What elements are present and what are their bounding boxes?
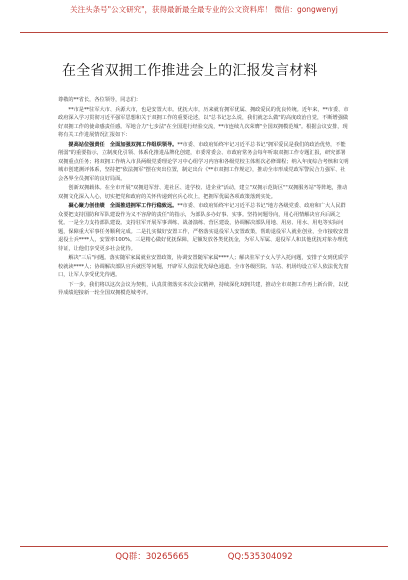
paragraph-lead: 提高站位强责任 全面加强双拥工作组织领导。 bbox=[68, 141, 178, 148]
paragraph bbox=[58, 202, 350, 253]
paragraph-text: 创新双拥载体。在全市开展"双拥进军营、进社区、进学校、进企业"活动，建立"双拥示范街区""双拥服务站"等阵地，推动双拥文化深入人心，切实把党和政府的关怀传递到官兵心坎上，把拥军优属各项政策落到实处。 bbox=[58, 185, 348, 200]
paragraph-text: **市是**驻军大市、兵源大市，也是安置大市。优抚大市，历来就有拥军优属、拥政爱民的优良传统。近年来，**市委、市政府深入学习贯彻习近平强军思想和关于双拥工作的重要论述，以"总书记怎么说，我们就怎么做"的高度政治自觉，不断增强做好双拥工作的使命感责任感。军地合力"七步法"在全国进行经验交流，**市连续九次荣膺"全国双拥模范城"。根据会议安排，现将有关工作进展情况汇报如下： bbox=[58, 106, 349, 138]
paragraph bbox=[58, 184, 350, 201]
salutation: 尊敬的**省长，各位领导，同志们： bbox=[58, 97, 142, 103]
paragraph bbox=[58, 106, 350, 140]
paragraph-text: **市委、市政府始终牢记习近平总书记"地方各级党委、政府和广大人民群众要把支持国防和军队建设作为义不容辞的责任"的指示，为部队多办好事、实事。坚持问题导向，用心用情解决官兵后顾之忧。一是全力支持部队建设。支持驻军开展军事训练、战备演练、营区建设，协调解决部队用地、用房、用水、用电等实际问题，保障重大军事任务顺利完成。二是扎实做好安置工作，严格落实退役军人安置政策，帮助退役军人就业创业，全市接收安置退役士兵****人，安置率100%。三是精心做好优抚保障，足额发放各类优抚金，为军人军属、退役军人和其他优抚对象办理优待证，让他们享受更多社会优待。 bbox=[58, 203, 349, 252]
paragraph bbox=[58, 254, 350, 280]
footer-contact bbox=[0, 550, 408, 562]
bottom-divider bbox=[20, 546, 388, 547]
paragraph-text: 解决"三后"问题。落实随军家属就业安置政策，协调安置随军家属****人；解决驻军子女入学入托问题，安排子女到优质学校就读****人；协调解决部队官兵就医等问题，开辟军人依法优先绿色通道。全市各级医院、车站、机场均设立军人依法优先窗口，让军人享受优先待遇。 bbox=[58, 255, 349, 278]
top-banner: 关注头条号"公文研究"，获得最新最全最专业的公文资料库！ 微信：gongwenyj bbox=[70, 5, 338, 14]
paragraph-text: **市委、市政府始终牢记习近平总书记"拥军爱民是我们的政治优势，不能削弱"的重要指示，立制度化引领、体系化推进品牌化创建，市委常委会、市政府常务会每年听取双拥工作专题汇报，研究部署双拥重点任务；将双拥工作纳入市县两级党委理论学习中心组学习内容和各级党校主体班次必修课程；纳入年度综合考核和文明城市创建测评体系，坚持把"依法拥军"摆在突出位置，制定出台《**市双拥工作规定》，推动全市形成党政军警民合力强军、社会各界全员拥军的良好局面。 bbox=[58, 141, 349, 182]
document-body bbox=[58, 96, 350, 299]
top-divider bbox=[20, 32, 388, 33]
paragraph bbox=[58, 141, 350, 184]
paragraph bbox=[58, 281, 350, 298]
footer-qq-group: QQ群：30265665 bbox=[115, 552, 190, 562]
paragraph-lead: 凝心聚力创佳绩 全面推进拥军工作行稳致远。 bbox=[68, 203, 178, 209]
page-title: 在全省双拥工作推进会上的汇报发言材料 bbox=[62, 63, 318, 79]
paragraph-text: 下一步，我们将以这次会议为契机，认真贯彻落实本次会议精神，持续深化双拥共建，推动全市双拥工作再上新台阶，以优异成绩迎接新一轮全国双拥模范城考评。 bbox=[58, 281, 349, 296]
footer-qq: QQ:535304092 bbox=[227, 552, 293, 562]
